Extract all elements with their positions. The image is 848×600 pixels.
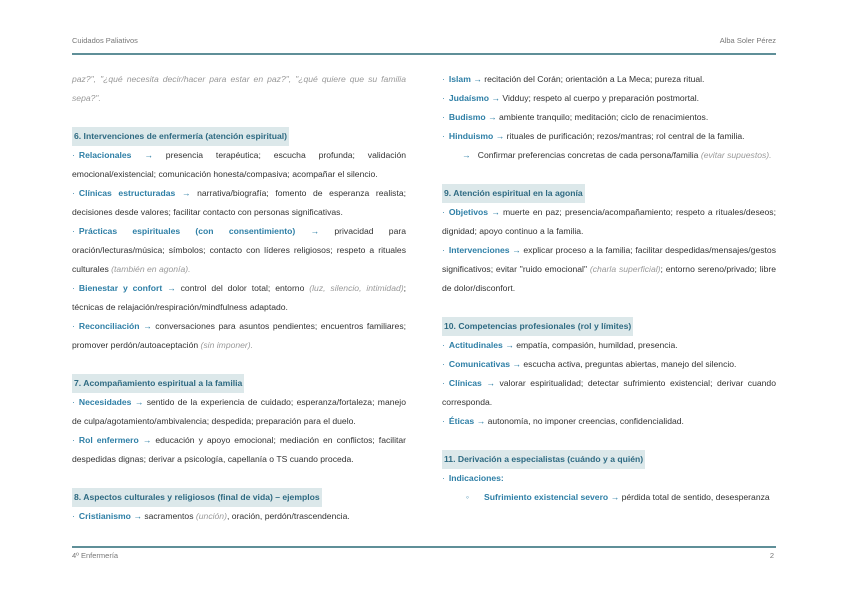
list-item: · Cristianismo → sacramentos (unción), oración, perdón/trascendencia.: [72, 511, 350, 521]
section-8-continued: [442, 70, 776, 165]
section-9: [442, 184, 776, 298]
header-rule: [72, 53, 776, 55]
section-10-heading: 10. Competencias profesionales (rol y límites): [442, 317, 633, 336]
list-item: · Éticas → autonomía, no imponer creencias, confidencialidad.: [442, 416, 684, 426]
section-7-heading: 7. Acompañamiento espiritual a la familia: [72, 374, 244, 393]
left-column: [72, 70, 406, 526]
list-item: · Hinduismo → rituales de purificación; rezos/mantras; rol central de la familia.: [442, 131, 745, 141]
section-7: [72, 374, 406, 469]
section-8: [72, 488, 406, 526]
section-11: [442, 450, 776, 507]
running-footer-course: 4º Enfermería: [72, 551, 119, 560]
list-item: · Clínicas estructuradas → narrativa/biografía; fomento de esperanza realista; decisiones desde valores; facilitar contacto con personas significativas.: [72, 188, 406, 217]
list-item: · Prácticas espirituales (con consentimiento) → privacidad para oración/lecturas/música; símbolos; contacto con líderes religiosos; respeto a rituales culturales (también en agonía).: [72, 226, 407, 274]
running-header-title: Cuidados Paliativos: [72, 36, 138, 45]
list-item: · Islam → recitación del Corán; orientación a La Meca; pureza ritual.: [442, 74, 705, 84]
section-6: [72, 127, 406, 355]
right-column: [442, 70, 776, 507]
page-number: 2: [769, 551, 774, 560]
section-10: [442, 317, 776, 431]
list-item: · Clínicas → valorar espiritualidad; detectar sufrimiento existencial; derivar cuando corresponda.: [442, 378, 776, 407]
list-item: · Reconciliación → conversaciones para asuntos pendientes; encuentros familiares; promover perdón/autoaceptación (sin imponer).: [72, 321, 407, 350]
list-item: · Actitudinales → empatía, compasión, humildad, presencia.: [442, 340, 678, 350]
sub-list-item: → Confirmar preferencias concretas de cada persona/familia (evitar supuestos).: [462, 150, 772, 160]
list-item: · Objetivos → muerte en paz; presencia/acompañamiento; respeto a rituales/deseos; dignidad; apoyo continuo a la familia.: [442, 207, 776, 236]
section-9-heading: 9. Atención espiritual en la agonía: [442, 184, 585, 203]
section-8-heading: 8. Aspectos culturales y religiosos (final de vida) – ejemplos: [72, 488, 322, 507]
list-item: · Judaísmo → Vidduy; respeto al cuerpo y preparación postmortal.: [442, 93, 700, 103]
footer-rule: [72, 546, 776, 548]
list-item: · Rol enfermero → educación y apoyo emocional; mediación en conflictos; facilitar despedidas dignas; derivar a psicología, capellanía o TS cuando proceda.: [72, 435, 407, 464]
running-header-author: Alba Soler Pérez: [719, 36, 776, 45]
section-11-heading: 11. Derivación a especialistas (cuándo y a quién): [442, 450, 645, 469]
list-item: · Intervenciones → explicar proceso a la familia; facilitar despedidas/mensajes/gestos significativos; evitar "ruido emocional" (charla superficial); entorno sereno/privado; libre de dolor/disconfort.: [442, 245, 776, 293]
list-item: · Budismo → ambiente tranquilo; meditación; ciclo de renacimientos.: [442, 112, 709, 122]
list-item: · Bienestar y confort → control del dolor total; entorno (luz, silencio, intimidad); técnicas de relajación/respiración/mindfulness adaptado.: [72, 283, 407, 312]
section-6-heading: 6. Intervenciones de enfermería (atención espiritual): [72, 127, 289, 146]
sub-list-item: ◦ Sufrimiento existencial severo → pérdida total de sentido, desesperanza: [466, 492, 770, 502]
list-item: · Comunicativas → escucha activa, preguntas abiertas, manejo del silencio.: [442, 359, 737, 369]
list-item: · Necesidades → sentido de la experiencia de cuidado; esperanza/fortaleza; manejo de culpa/agotamiento/ambivalencia; despedida; preparación para el duelo.: [72, 397, 406, 426]
continued-text: paz?", "¿qué necesita decir/hacer para estar en paz?", "¿qué quiere que su familia sepa?".: [72, 74, 406, 103]
list-item: · Indicaciones:: [442, 473, 504, 483]
list-item: · Relacionales → presencia terapéutica; escucha profunda; validación emocional/existencial; comunicación honesta/compasiva; acompañar el silencio.: [72, 150, 407, 179]
